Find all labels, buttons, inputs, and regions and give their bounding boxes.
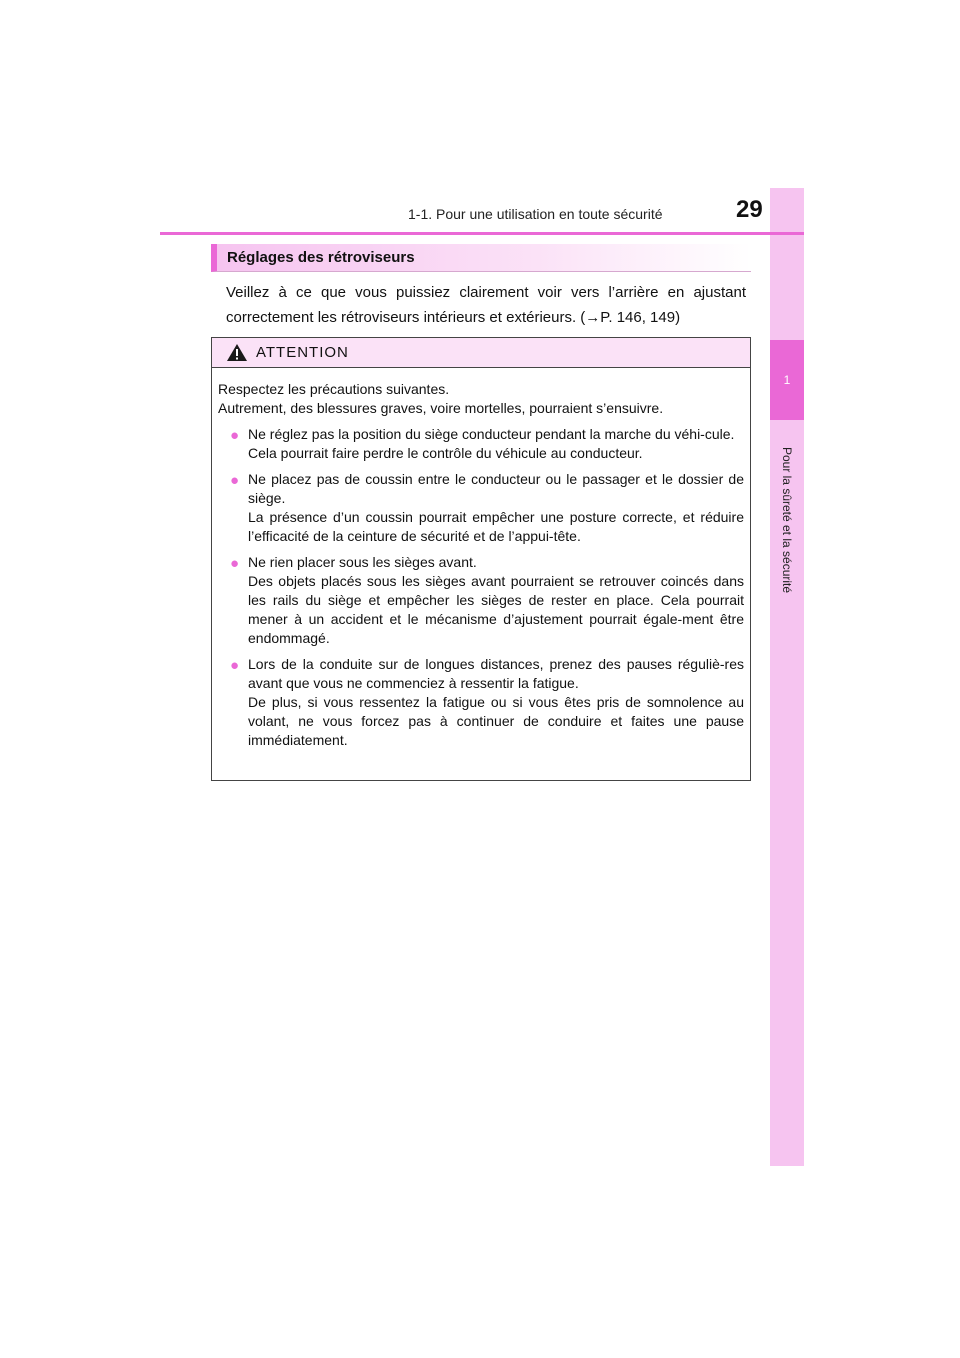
attention-label: ATTENTION	[256, 344, 349, 361]
attention-item	[218, 553, 744, 648]
bullet-icon: ●	[230, 472, 240, 489]
side-tab	[770, 188, 804, 1166]
attention-item-text: Ne réglez pas la position du siège conducteur pendant la marche du véhi-cule.	[248, 426, 735, 442]
attention-item-text: La présence d’un coussin pourrait empêcher une posture correcte, et réduire l’efficacité de la ceinture de sécurité et de l’appui-tête.	[248, 509, 744, 544]
attention-intro-line: Respectez les précautions suivantes.	[218, 381, 450, 397]
header-divider	[160, 232, 804, 235]
page-number: 29	[736, 196, 763, 223]
attention-item	[218, 470, 744, 546]
attention-item-text: Lors de la conduite sur de longues distances, prenez des pauses réguliè-res avant que vous ne commenciez à ressentir la fatigue.	[248, 656, 744, 691]
attention-item	[218, 655, 744, 750]
bullet-icon: ●	[230, 555, 240, 572]
attention-item	[218, 425, 744, 463]
bullet-icon: ●	[230, 657, 240, 674]
attention-item-text: Ne placez pas de coussin entre le conducteur ou le passager et le dossier de siège.	[248, 471, 744, 506]
chapter-title: 1-1. Pour une utilisation en toute sécurité	[408, 206, 663, 222]
bullet-icon: ●	[230, 427, 240, 444]
section-title: Réglages des rétroviseurs	[227, 249, 415, 266]
attention-intro-line: Autrement, des blessures graves, voire mortelles, pourraient s’ensuivre.	[218, 400, 664, 416]
attention-body	[212, 368, 750, 750]
section-intro: Veillez à ce que vous puissiez clairement voir vers l’arrière en ajustant correctement les rétroviseurs intérieurs et extérieurs. (→P. 146, 149)	[226, 284, 746, 326]
attention-item-text: Ne rien placer sous les sièges avant.	[248, 554, 477, 570]
attention-item-text: Cela pourrait faire perdre le contrôle du véhicule au conducteur.	[248, 445, 643, 461]
chapter-number-tab: 1	[770, 340, 804, 420]
section-heading	[211, 244, 751, 272]
attention-box	[211, 337, 751, 781]
attention-item-text: De plus, si vous ressentez la fatigue ou si vous êtes pris de somnolence au volant, ne vous forcez pas à continuer de conduire et faites une pause immédiatement.	[248, 694, 744, 748]
attention-header	[212, 338, 750, 368]
warning-triangle-icon	[226, 343, 248, 362]
chapter-side-label: Pour la sûreté et la sécurité	[780, 446, 794, 594]
attention-item-text: Des objets placés sous les sièges avant pourraient se retrouver coincés dans les rails du siège et empêcher les sièges de rester en place. Cela pourrait mener à un accident et le mécanisme d’ajustement pourrait égale-ment être endommagé.	[248, 573, 744, 646]
